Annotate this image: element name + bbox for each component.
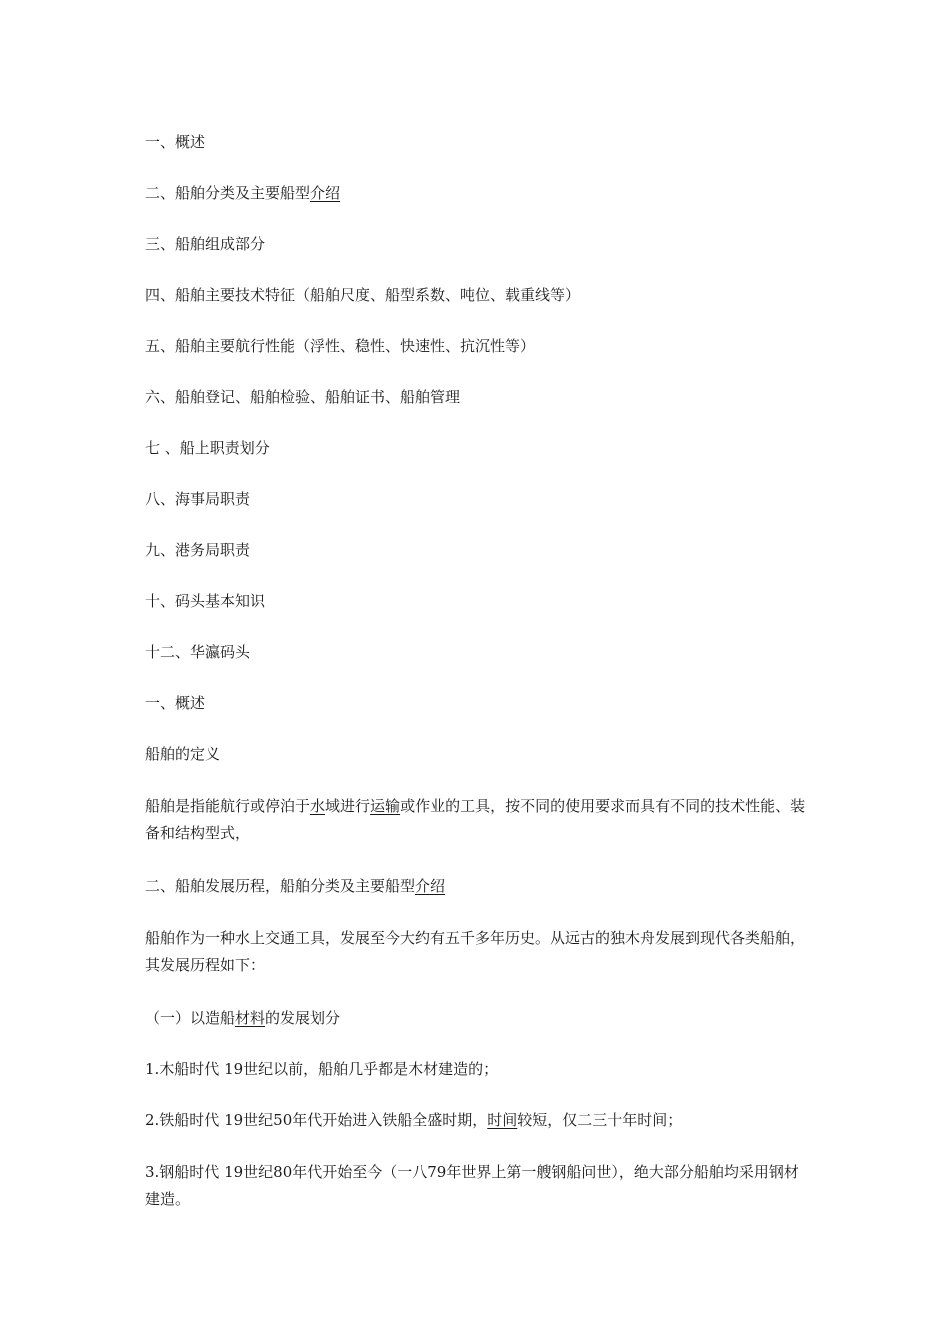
toc-item-text: 七 、船上职责划分 (145, 439, 270, 457)
toc-item-text: 十、码头基本知识 (145, 592, 266, 610)
toc-item-3 (145, 232, 810, 256)
document-page (145, 130, 810, 1213)
table-of-contents (145, 130, 810, 691)
toc-item-text: 五、船舶主要航行性能（浮性、稳性、快速性、抗沉性等） (145, 337, 536, 355)
toc-item-10 (145, 589, 810, 613)
toc-item-text: 二、船舶分类及主要船型 (145, 184, 311, 202)
toc-item-text: 一、概述 (145, 133, 206, 151)
intro-link[interactable]: 介绍 (415, 877, 446, 895)
toc-item-1 (145, 130, 810, 154)
toc-item-9 (145, 538, 810, 562)
time-link[interactable]: 时间 (487, 1111, 518, 1129)
transport-link[interactable]: 运输 (370, 797, 401, 815)
section-1-heading: 一、概述 (145, 694, 206, 712)
toc-item-link[interactable]: 介绍 (310, 184, 341, 202)
material-link[interactable]: 材料 (235, 1009, 266, 1027)
toc-item-text: 六、船舶登记、船舶检验、船舶证书、船舶管理 (145, 388, 461, 406)
definition-paragraph: 船舶是指能航行或停泊于水域进行运输或作业的工具，按不同的使用要求而具有不同的技术性能、装备和结构型式， (145, 797, 806, 842)
history-intro-paragraph: 船舶作为一种水上交通工具，发展至今大约有五千多年历史。从远古的独木舟发展到现代各类船舶，其发展历程如下： (145, 929, 806, 974)
toc-item-5 (145, 334, 810, 358)
toc-item-6 (145, 385, 810, 409)
list-item-steel-era: 3.钢船时代 19世纪80年代开始至今（一八79年世界上第一艘钢船问世），绝大部分船舶均采用钢材建造。 (145, 1163, 799, 1208)
toc-item-text: 九、港务局职责 (145, 541, 251, 559)
list-item-iron-era: 2.铁船时代 19世纪50年代开始进入铁船全盛时期，时间较短，仅二三十年时间； (145, 1111, 683, 1129)
water-link[interactable]: 水 (310, 797, 326, 815)
toc-item-7 (145, 436, 810, 460)
material-subheading: （一）以造船材料的发展划分 (145, 1009, 341, 1027)
section-2-heading: 二、船舶发展历程，船舶分类及主要船型介绍 (145, 877, 446, 895)
toc-item-2 (145, 181, 810, 205)
toc-item-text: 三、船舶组成部分 (145, 235, 266, 253)
definition-heading: 船舶的定义 (145, 745, 221, 763)
toc-item-text: 十二、华瀛码头 (145, 643, 251, 661)
toc-item-8 (145, 487, 810, 511)
list-item-wood-era: 1.木船时代 19世纪以前，船舶几乎都是木材建造的； (145, 1060, 499, 1078)
toc-item-text: 四、船舶主要技术特征（船舶尺度、船型系数、吨位、载重线等） (145, 286, 581, 304)
toc-item-text: 八、海事局职责 (145, 490, 251, 508)
toc-item-11 (145, 640, 810, 664)
toc-item-4 (145, 283, 810, 307)
